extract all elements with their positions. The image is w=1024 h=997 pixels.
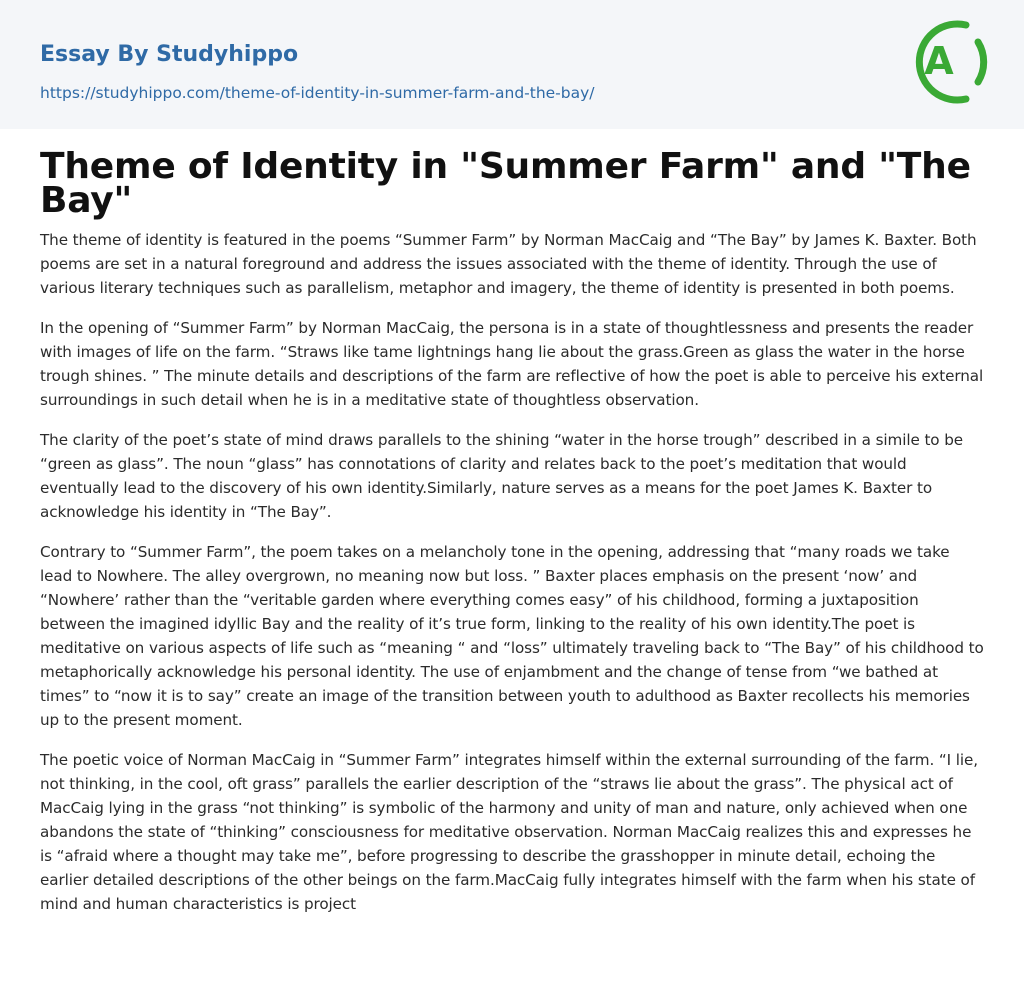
article-paragraph: Contrary to “Summer Farm”, the poem takes on a melancholy tone in the opening, addressing that “many roads we take lead to Nowhere. The alley overgrown, no meaning now but loss. ” Baxter places emphasis on the present ‘now’ and “Nowhere’ rather than the “veritable garden where everything comes easy” of his childhood, forming a juxtaposition between the imagined idyllic Bay and the reality of it’s true form, linking to the reality of his own identity.The poet is meditative on various aspects of life such as “meaning “ and “loss” ultimately traveling back to “The Bay” of his childhood to metaphorically acknowledge his personal identity. The use of enjambment and the change of tense from “we bathed at times” to “now it is to say” create an image of the transition between youth to adulthood as Baxter recollects his memories up to the present moment. xyxy=(40,543,984,729)
page-url-link[interactable]: https://studyhippo.com/theme-of-identity-in-summer-farm-and-the-bay/ xyxy=(40,84,595,102)
article-paragraph: The poetic voice of Norman MacCaig in “Summer Farm” integrates himself within the external surrounding of the farm. “I lie, not thinking, in the cool, oft grass” parallels the earlier description of the “straws lie about the grass”. The physical act of MacCaig lying in the grass “not thinking” is symbolic of the harmony and unity of man and nature, only achieved when one abandons the state of “thinking” consciousness for meditative observation. Norman MacCaig realizes this and expresses he is “afraid where a thought may take me”, before progressing to describe the grasshopper in minute detail, echoing the earlier detailed descriptions of the other beings on the farm.MacCaig fully integrates himself with the farm when his state of mind and human characteristics is project xyxy=(40,751,978,913)
site-brand[interactable]: Essay By Studyhippo xyxy=(40,42,299,67)
article-paragraph: In the opening of “Summer Farm” by Norman MacCaig, the persona is in a state of thoughtlessness and presents the reader with images of life on the farm. “Straws like tame lightnings hang lie about the grass.Green as glass the water in the horse trough shines. ” The minute details and descriptions of the farm are reflective of how the poet is able to perceive his external surroundings in such detail when he is in a meditative state of thoughtless observation. xyxy=(40,319,984,409)
studyhippo-logo-icon[interactable] xyxy=(904,16,988,108)
article-paragraph: The theme of identity is featured in the poems “Summer Farm” by Norman MacCaig and “The Bay” by James K. Baxter. Both poems are set in a natural foreground and address the issues associated with the theme of identity. Through the use of various literary techniques such as parallelism, metaphor and imagery, the theme of identity is presented in both poems. xyxy=(40,231,977,297)
site-header xyxy=(0,0,1024,129)
logo-letter: A xyxy=(924,39,954,83)
article-title: Theme of Identity in "Summer Farm" and "The Bay" xyxy=(40,146,971,221)
article-body xyxy=(40,228,986,932)
article-paragraph: The clarity of the poet’s state of mind draws parallels to the shining “water in the horse trough” described in a simile to be “green as glass”. The noun “glass” has connotations of clarity and relates back to the poet’s meditation that would eventually lead to the discovery of his own identity.Similarly, nature serves as a means for the poet James K. Baxter to acknowledge his identity in “The Bay”. xyxy=(40,431,964,521)
